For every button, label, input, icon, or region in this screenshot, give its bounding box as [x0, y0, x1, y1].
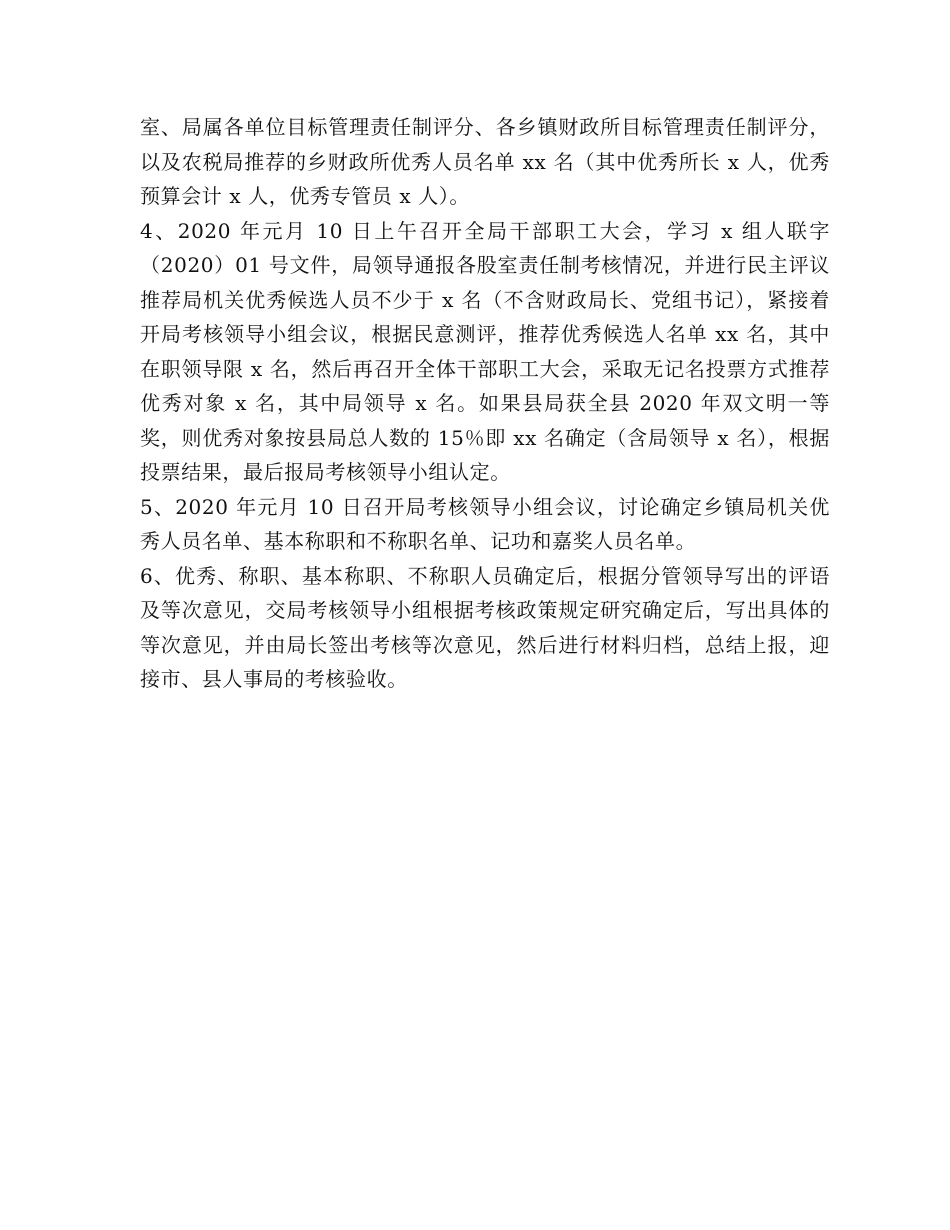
- paragraph-continuation: 室、局属各单位目标管理责任制评分、各乡镇财政所目标管理责任制评分，以及农税局推荐的乡财政所优秀人员名单 xx 名（其中优秀所长 x 人，优秀预算会计 x 人，优秀专管员 x 人）。: [140, 115, 830, 208]
- paragraph-item-5: 5、2020 年元月 10 日召开局考核领导小组会议，讨论确定乡镇局机关优秀人员名单、基本称职和不称职名单、记功和嘉奖人员名单。: [140, 494, 830, 553]
- paragraph-item-6: 6、优秀、称职、基本称职、不称职人员确定后，根据分管领导写出的评语及等次意见，交局考核领导小组根据考核政策规定研究确定后，写出具体的等次意见，并由局长签出考核等次意见，然后进行材料归档，总结上报，迎接市、县人事局的考核验收。: [140, 563, 830, 691]
- paragraph-item-4: 4、2020 年元月 10 日上午召开全局干部职工大会，学习 x 组人联字（2020）01 号文件，局领导通报各股室责任制考核情况，并进行民主评议推荐局机关优秀候选人员不少于 x 名（不含财政局长、党组书记），紧接着开局考核领导小组会议，根据民意测评，推荐优秀候选人名单 xx 名，其中在职领导限 x 名，然后再召开全体干部职工大会，采取无记名投票方式推荐优秀对象 x 名，其中局领导 x 名。如果县局获全县 2020 年双文明一等奖，则优秀对象按县局总人数的 15％即 xx 名确定（含局领导 x 名），根据投票结果，最后报局考核领导小组认定。: [140, 218, 830, 484]
- document-body: [140, 110, 830, 697]
